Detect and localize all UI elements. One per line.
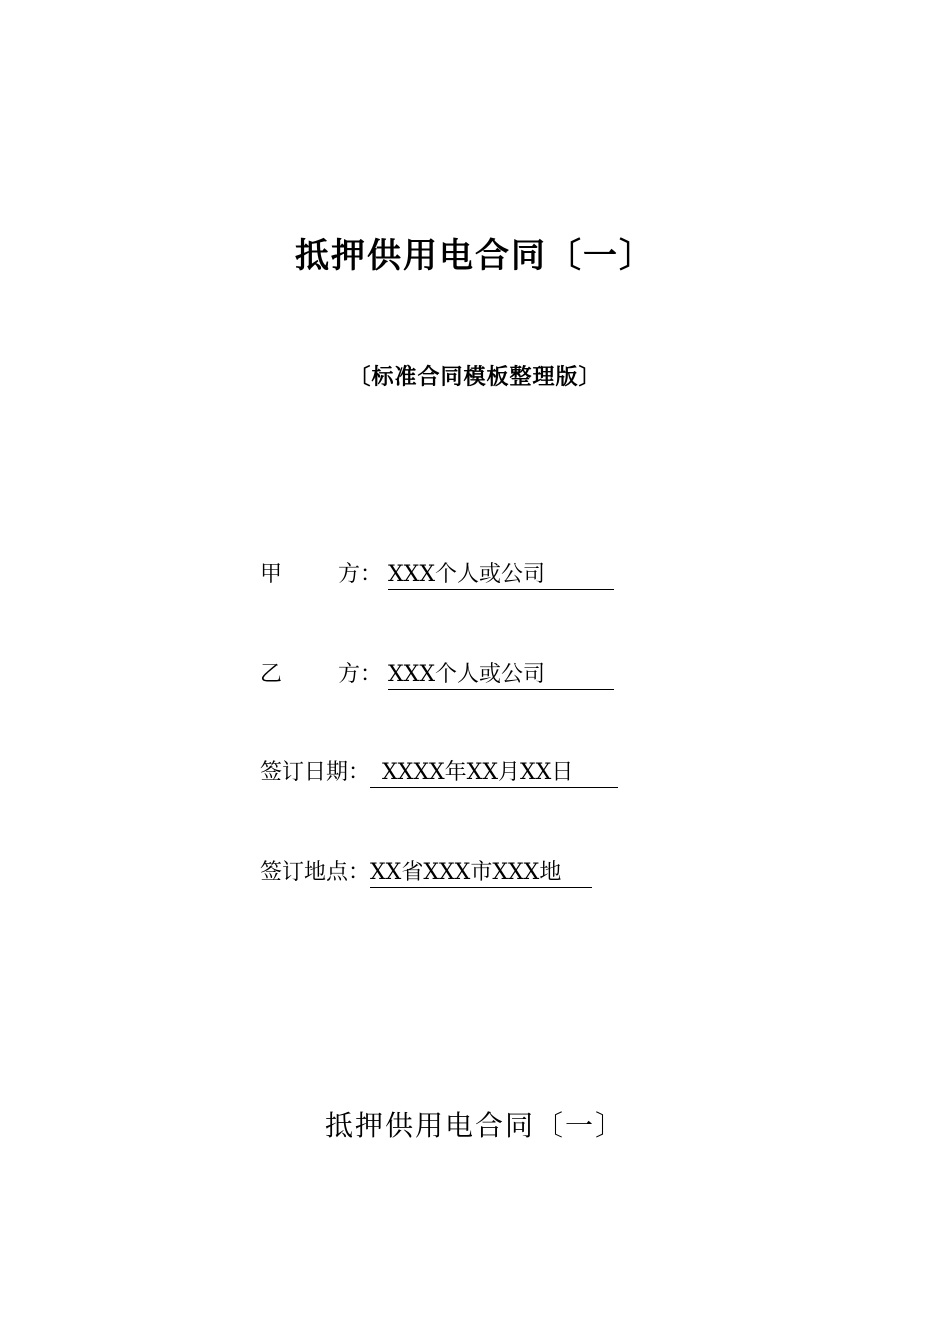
signing-place-value: XX省XXX市XXX地 — [370, 859, 592, 888]
party-a-field — [260, 558, 614, 592]
document-title: 抵押供用电合同〔一〕 — [295, 236, 655, 276]
party-b-label — [260, 658, 388, 692]
party-a-label-char2: 方： — [338, 562, 383, 587]
signing-date-field — [260, 756, 618, 790]
signing-place-label: 签订地点： — [260, 860, 371, 885]
party-b-label-char1: 乙 — [260, 662, 283, 687]
party-b-field — [260, 658, 614, 692]
signing-place-field — [260, 856, 592, 890]
party-b-label-char2: 方： — [338, 662, 383, 687]
party-a-value: XXX个人或公司 — [388, 561, 614, 590]
signing-date-label: 签订日期： — [260, 760, 371, 785]
document-subtitle: 〔标准合同模板整理版〕 — [348, 364, 602, 390]
party-a-label — [260, 558, 388, 592]
signing-date-value: XXXX年XX月XX日 — [370, 759, 618, 788]
body-title: 抵押供用电合同〔一〕 — [324, 1109, 625, 1142]
party-a-label-char1: 甲 — [260, 562, 283, 587]
party-b-value: XXX个人或公司 — [388, 661, 614, 690]
